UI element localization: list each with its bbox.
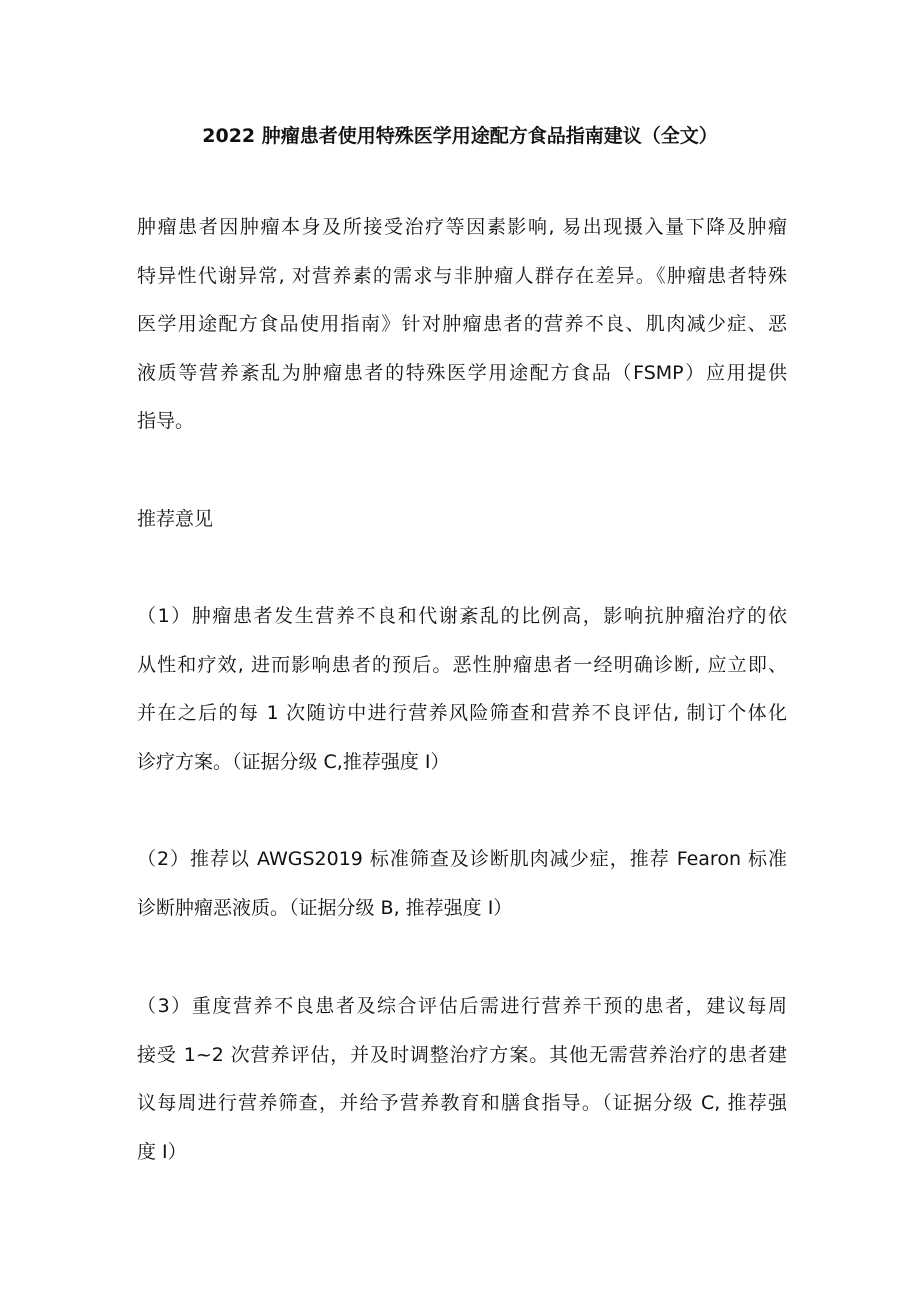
paragraph-line: 诊疗方案。（证据分级 C,推荐强度 I） <box>137 750 450 773</box>
section-heading: 推荐意见 <box>137 508 214 530</box>
paragraph-line: （2）推荐以 AWGS2019 标准筛查及诊断肌肉减少症，推荐 Fearon 标准 <box>137 848 787 870</box>
paragraph-line: 从性和疗效, 进而影响患者的预后。恶性肿瘤患者一经明确诊断, 应立即、 <box>137 653 787 676</box>
paragraph-line: 度 I） <box>137 1140 187 1163</box>
recommendation-3 <box>137 982 787 1176</box>
document-title: 2022 肿瘤患者使用特殊医学用途配方食品指南建议（全文） <box>202 125 718 147</box>
recommendation-2 <box>137 835 787 932</box>
paragraph-line: 特异性代谢异常, 对营养素的需求与非肿瘤人群存在差异。《肿瘤患者特殊 <box>137 264 787 287</box>
paragraph-line: 液质等营养紊乱为肿瘤患者的特殊医学用途配方食品（FSMP）应用提供 <box>137 361 787 384</box>
paragraph-line: （3）重度营养不良患者及综合评估后需进行营养干预的患者，建议每周 <box>137 995 787 1017</box>
paragraph-line: （1）肿瘤患者发生营养不良和代谢紊乱的比例高，影响抗肿瘤治疗的依 <box>137 605 787 627</box>
paragraph-line: 医学用途配方食品使用指南》针对肿瘤患者的营养不良、肌肉减少症、恶 <box>137 313 787 335</box>
recommendation-1 <box>137 592 787 786</box>
paragraph-line: 指导。 <box>137 410 195 432</box>
section-heading-block <box>137 495 787 544</box>
paragraph-line: 接受 1~2 次营养评估，并及时调整治疗方案。其他无需营养治疗的患者建 <box>137 1043 787 1066</box>
paragraph-line: 议每周进行营养筛查，并给予营养教育和膳食指导。（证据分级 C, 推荐强 <box>137 1092 787 1114</box>
intro-paragraph <box>137 203 787 446</box>
paragraph-line: 并在之后的每 1 次随访中进行营养风险筛查和营养不良评估, 制订个体化 <box>137 702 787 724</box>
paragraph-line: 肿瘤患者因肿瘤本身及所接受治疗等因素影响, 易出现摄入量下降及肿瘤 <box>137 216 787 238</box>
paragraph-line: 诊断肿瘤恶液质。（证据分级 B, 推荐强度 I） <box>137 896 513 919</box>
